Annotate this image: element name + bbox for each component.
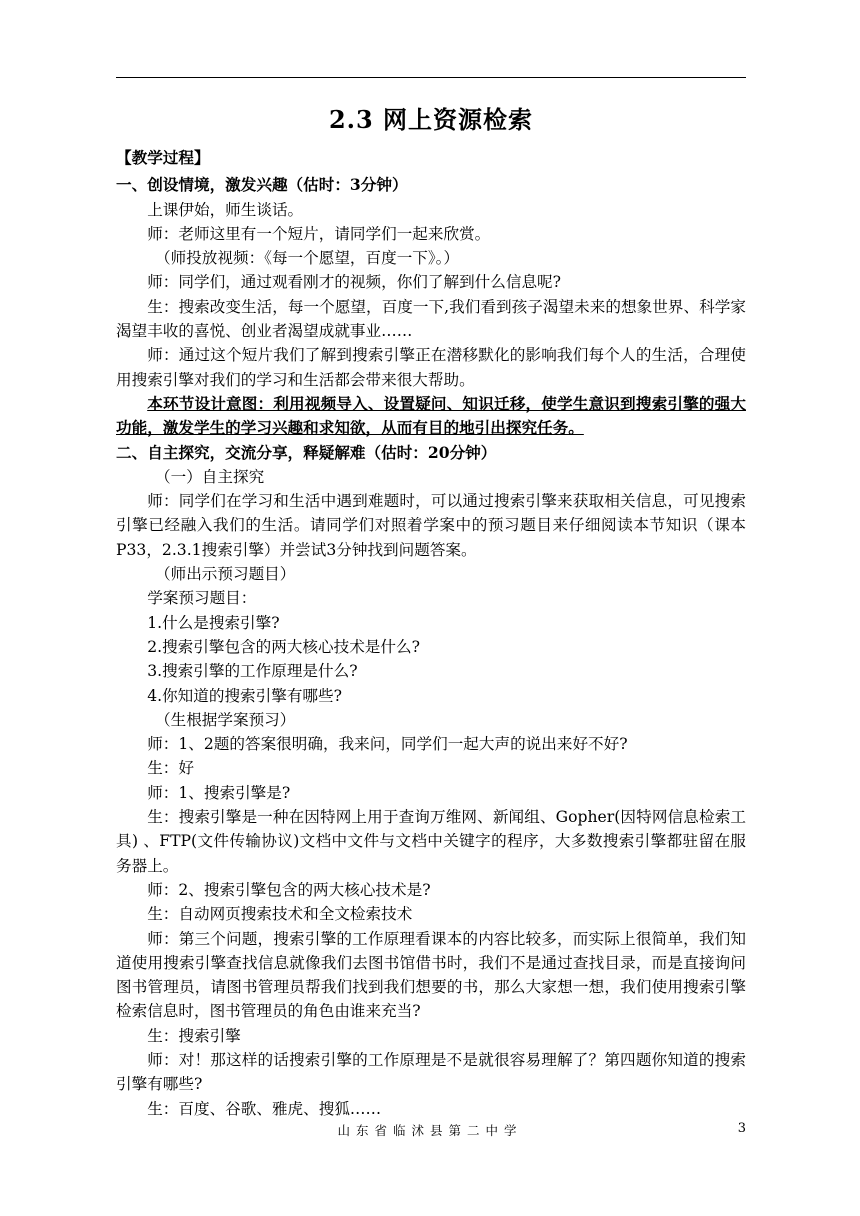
question-item: 3.搜索引擎的工作原理是什么? — [147, 662, 358, 681]
page-number: 3 — [737, 1121, 746, 1136]
paragraph: 生：搜索引擎是一种在因特网上用于查询万维网、新闻组、Gopher(因特网信息检索工具) 、FTP(文件传输协议)文档中文件与文档中关键字的程序，大多数搜索引擎都驻留在服务器上。 — [116, 808, 746, 875]
paragraph: 师：同学们，通过观看刚才的视频，你们了解到什么信息呢? — [147, 273, 561, 292]
paragraph: 师：1、2题的答案很明确，我来问，同学们一起大声的说出来好不好? — [147, 735, 628, 754]
sub-heading: （一）自主探究 — [155, 467, 265, 486]
paragraph: 生：自动网页搜索技术和全文检索技术 — [147, 905, 413, 924]
paragraph: 师：对！那这样的话搜索引擎的工作原理是不是就很容易理解了？第四题你知道的搜索引擎有哪些? — [116, 1050, 746, 1094]
document-body — [116, 146, 746, 1121]
paragraph: 生：搜索引擎 — [147, 1026, 241, 1045]
paragraph: （师投放视频：《每一个愿望，百度一下》。） — [155, 249, 460, 268]
paragraph: 师：同学们在学习和生活中遇到难题时，可以通过搜索引擎来获取相关信息，可见搜索引擎已经融入我们的生活。请同学们对照着学案中的预习题目来仔细阅读本节知识（课本P33，2.3.1搜索引擎）并尝试3分钟找到问题答案。 — [116, 492, 746, 559]
paragraph: （生根据学案预习） — [155, 710, 296, 729]
question-item: 1.什么是搜索引擎? — [147, 613, 280, 632]
paragraph: 上课伊始，师生谈话。 — [147, 200, 304, 219]
heading-part-1: 一、创设情境，激发兴趣（估时：3分钟） — [116, 175, 408, 195]
paragraph: 师：2、搜索引擎包含的两大核心技术是? — [147, 880, 431, 899]
heading-part-2: 二、自主探究，交流分享，释疑解难（估时：20分钟） — [116, 442, 497, 462]
paragraph: 师：1、搜索引擎是? — [147, 783, 291, 802]
footer-school-name: 山东省临沭县第二中学 — [337, 1123, 523, 1138]
header-rule — [116, 77, 746, 78]
design-intent-note: 本环节设计意图：利用视频导入、设置疑问、知识迁移，使学生意识到搜索引擎的强大功能，激发学生的学习兴趣和求知欲，从而有目的地引出探究任务。 — [116, 393, 746, 438]
section-heading-teaching-process: 【教学过程】 — [116, 148, 210, 167]
question-item: 2.搜索引擎包含的两大核心技术是什么? — [147, 637, 420, 656]
paragraph: 生：好 — [147, 759, 194, 778]
question-item: 4.你知道的搜索引擎有哪些? — [147, 686, 342, 705]
page-title: 2.3 网上资源检索 — [328, 105, 534, 134]
paragraph: 师：通过这个短片我们了解到搜索引擎正在潜移默化的影响我们每个人的生活，合理使用搜索引擎对我们的学习和生活都会带来很大帮助。 — [116, 346, 746, 389]
paragraph: （师出示预习题目） — [155, 565, 296, 584]
paragraph: 生：搜索改变生活，每一个愿望，百度一下,我们看到孩子渴望未来的想象世界、科学家渴望丰收的喜悦、创业者渴望成就事业…… — [116, 297, 746, 341]
paragraph: 学案预习题目： — [147, 589, 257, 608]
paragraph: 生：百度、谷歌、雅虎、搜狐…… — [147, 1099, 382, 1118]
paragraph: 师：老师这里有一个短片，请同学们一起来欣赏。 — [147, 224, 491, 243]
paragraph: 师：第三个问题，搜索引擎的工作原理看课本的内容比较多，而实际上很简单，我们知道使用搜索引擎查找信息就像我们去图书馆借书时，我们不是通过查找目录，而是直接询问图书管理员，请图书管理员帮我们找到我们想要的书，那么大家想一想，我们使用搜索引擎检索信息时，图书管理员的角色由谁来充当? — [116, 929, 746, 1021]
